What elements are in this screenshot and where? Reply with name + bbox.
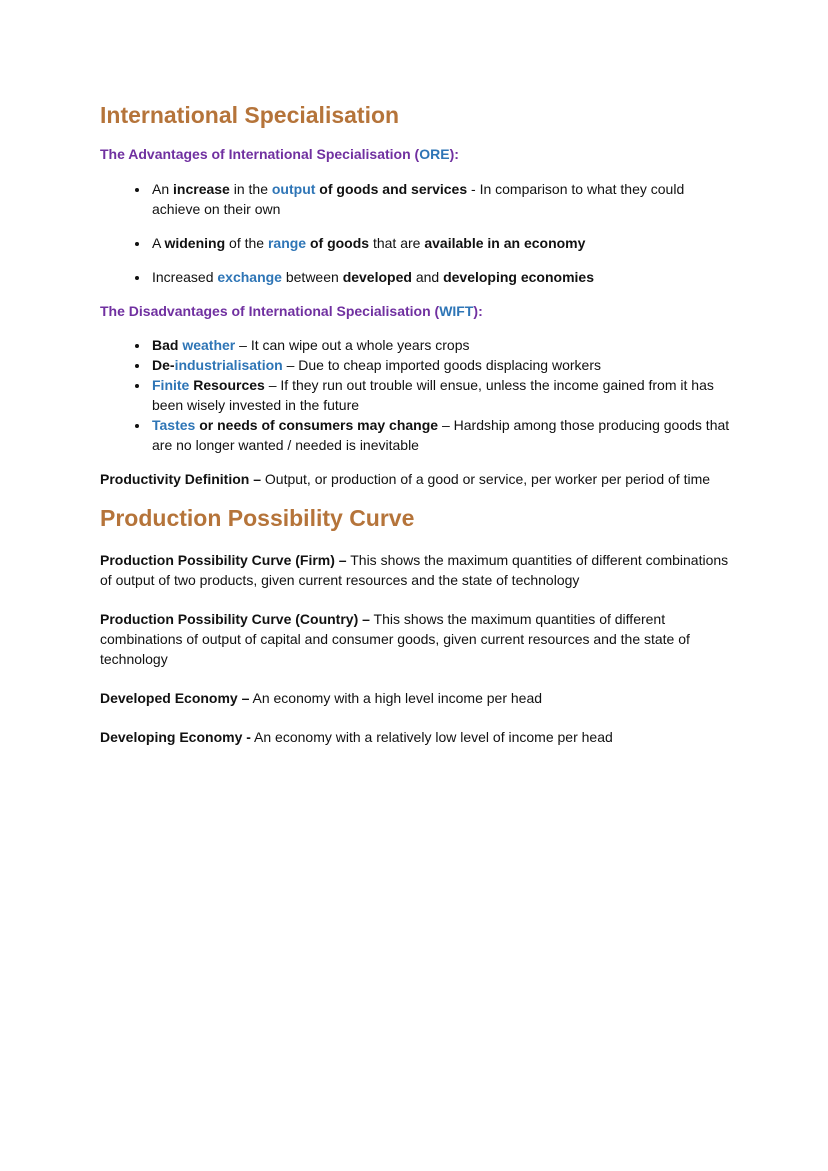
wift-acronym: WIFT xyxy=(439,303,474,319)
list-item: • Increased exchange between developed and developing economies xyxy=(150,267,730,287)
section-title-international-specialisation: International Specialisation xyxy=(100,102,400,128)
section-title-production-possibility-curve: Production Possibility Curve xyxy=(100,505,415,531)
definition-ppc-firm: Production Possibility Curve (Firm) – This shows the maximum quantities of different combinations of output of two products, given current resources and the state of technology xyxy=(100,552,729,588)
disadvantages-list xyxy=(100,335,730,455)
ore-acronym: ORE xyxy=(419,146,450,162)
list-item: • Bad weather – It can wipe out a whole years crops xyxy=(150,335,730,355)
disadvantages-heading: The Disadvantages of International Specialisation (WIFT): xyxy=(100,303,483,319)
definition-developing-economy: Developing Economy - An economy with a relatively low level of income per head xyxy=(100,729,613,745)
list-item: • A widening of the range of goods that are available in an economy xyxy=(150,233,730,253)
advantages-heading: The Advantages of International Specialisation (ORE): xyxy=(100,146,459,162)
list-item: • An increase in the output of goods and services - In comparison to what they could achieve on their own xyxy=(150,179,730,219)
productivity-definition: Productivity Definition – Output, or production of a good or service, per worker per period of time xyxy=(100,471,711,487)
advantages-list xyxy=(100,179,730,287)
list-item: • Finite Resources – If they run out trouble will ensue, unless the income gained from it has been wisely invested in the future xyxy=(150,375,730,415)
list-item: • Tastes or needs of consumers may change – Hardship among those producing goods that are no longer wanted / needed is inevitable xyxy=(150,415,730,455)
document-content xyxy=(100,100,730,747)
list-item: • De-industrialisation – Due to cheap imported goods displacing workers xyxy=(150,355,730,375)
definition-ppc-country: Production Possibility Curve (Country) – This shows the maximum quantities of different combinations of output of capital and consumer goods, given current resources and the state of technology xyxy=(100,611,690,667)
definition-developed-economy: Developed Economy – An economy with a high level income per head xyxy=(100,690,543,706)
